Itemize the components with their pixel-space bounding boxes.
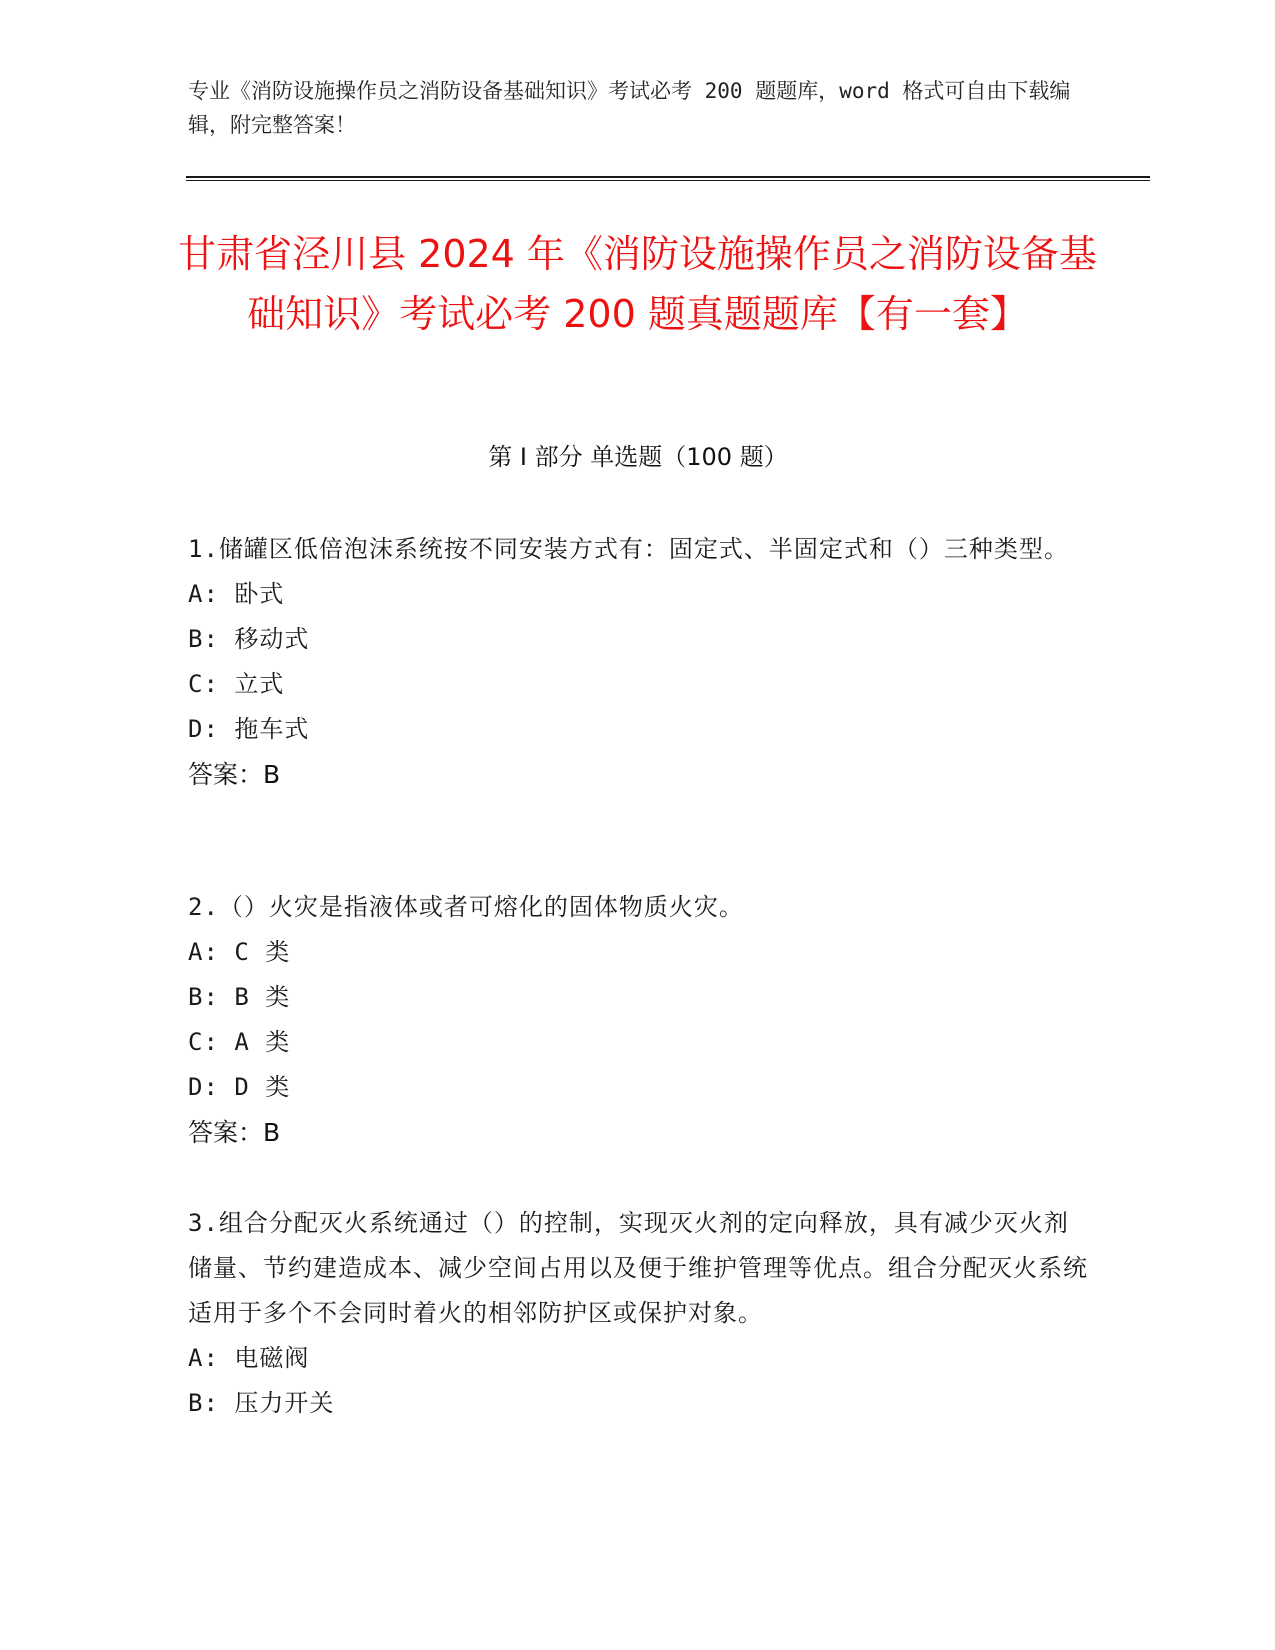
header-divider <box>186 176 1150 181</box>
question-text: 2.（）火灾是指液体或者可熔化的固体物质火灾。 <box>188 893 744 921</box>
question-text: 3.组合分配灭火系统通过（）的控制，实现灭火剂的定向释放，具有减少灭火剂储量、节约建造成本、减少空间占用以及便于维护管理等优点。组合分配灭火系统适用于多个不会同时着火的相邻防护区或保护对象。 <box>188 1209 1088 1327</box>
header-note: 专业《消防设施操作员之消防设备基础知识》考试必考 200 题题库，word 格式可自由下载编辑，附完整答案！ <box>188 79 1071 137</box>
section-heading: 第 I 部分 单选题（100 题） <box>488 443 788 471</box>
document-title: 甘肃省泾川县 2024 年《消防设施操作员之消防设备基础知识》考试必考 200 题真题题库【有一套】 <box>178 232 1097 336</box>
question-text: 1.储罐区低倍泡沫系统按不同安装方式有：固定式、半固定式和（）三种类型。 <box>188 535 1069 563</box>
option-d: D: D 类 <box>188 1073 291 1101</box>
question-1 <box>188 527 1088 797</box>
option-a: A: 卧式 <box>188 580 285 608</box>
question-3 <box>188 1201 1088 1426</box>
option-d: D: 拖车式 <box>188 715 310 743</box>
answer: 答案：B <box>188 760 281 789</box>
option-b: B: 压力开关 <box>188 1389 335 1417</box>
option-c: C: 立式 <box>188 670 285 698</box>
option-b: B: 移动式 <box>188 625 310 653</box>
option-c: C: A 类 <box>188 1028 291 1056</box>
option-a: A: 电磁阀 <box>188 1344 310 1372</box>
option-b: B: B 类 <box>188 983 291 1011</box>
answer: 答案：B <box>188 1118 281 1147</box>
question-2 <box>188 885 1088 1155</box>
option-a: A: C 类 <box>188 938 291 966</box>
